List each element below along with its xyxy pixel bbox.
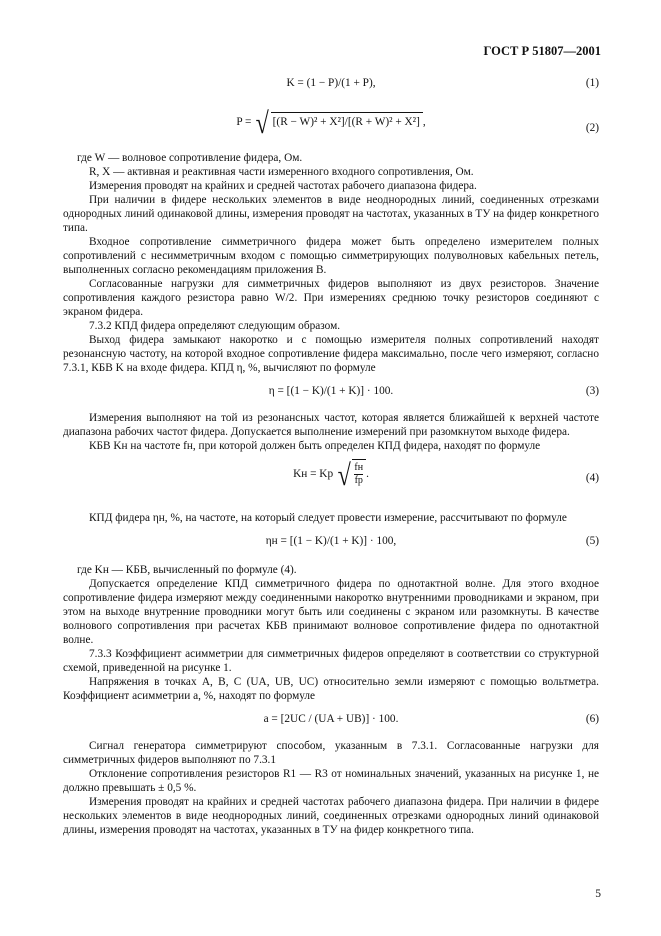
formula-6-expression: a = [2UC / (UA + UB)] · 100. bbox=[263, 713, 399, 725]
section-7-3-2: 7.3.2 КПД фидера определяют следующим образом. bbox=[89, 320, 341, 332]
page-number: 5 bbox=[595, 888, 601, 900]
formula-5-expression: ηн = [(1 − K)/(1 + K)] · 100, bbox=[265, 535, 397, 547]
definition-w: где W — волновое сопротивление фидера, Ом. bbox=[77, 152, 303, 164]
paragraph: КПД фидера ηн, %, на частоте, на который следует провести измерение, рассчитывают по формуле bbox=[89, 512, 567, 524]
formula-2-tail: , bbox=[422, 116, 426, 128]
formula-2 bbox=[63, 107, 599, 151]
definition-r-x: R, X — активная и реактивная части измеренного входного сопротивления, Ом. bbox=[89, 166, 474, 178]
paragraph: КБВ Kн на частоте fн, при которой должен быть определен КПД фидера, находят по формуле bbox=[89, 440, 541, 452]
formula-3-number: (3) bbox=[585, 385, 599, 397]
formula-4 bbox=[63, 457, 599, 501]
paragraph: Сигнал генератора симметрируют способом, указанным в 7.3.1. Согласованные нагрузки для симметричных фидеров выполняют по 7.3.1 bbox=[63, 740, 599, 766]
formula-5 bbox=[63, 531, 599, 553]
paragraph: Отклонение сопротивления резисторов R1 — R3 от номинальных значений, указанных на рисунке 1, не должно превышать ± 0,5 %. bbox=[63, 768, 599, 794]
paragraph: Измерения проводят на крайних и средней частотах рабочего диапазона фидера. bbox=[89, 180, 477, 192]
formula-6-number: (6) bbox=[585, 713, 599, 725]
formula-5-number: (5) bbox=[585, 535, 599, 547]
formula-1 bbox=[63, 73, 599, 95]
page-body bbox=[63, 73, 599, 837]
paragraph: Согласованные нагрузки для симметричных фидеров выполняют из двух резисторов. Значение сопротивления каждого резистора равно W/2. При измерениях среднюю точку резисторов соединяют с экраном фидера. bbox=[63, 278, 599, 318]
paragraph: Измерения проводят на крайних и средней частотах рабочего диапазона фидера. При наличии в фидере нескольких элементов в виде неоднородных линий, соединенных отрезками однородных линий одинаковой длины, измерения проводят на частотах, указанных в ТУ на фидер конкретного типа. bbox=[63, 796, 599, 836]
paragraph: При наличии в фидере нескольких элементов в виде неоднородных линий, соединенных отрезками однородных линий одинаковой длины, измерения проводят на частотах, указанных в ТУ на фидер конкретного типа. bbox=[63, 194, 600, 234]
paragraph: Входное сопротивление симметричного фидера может быть определено измерителем полных сопротивлений с несимметричным входом с помощью симметрирующих полуволновых кабельных петель, выполненных согласно рекомендациям приложения В. bbox=[63, 236, 599, 276]
formula-4-lhs: Kн = Kр bbox=[293, 468, 334, 481]
paragraph: Выход фидера замыкают накоротко и с помощью измерителя полных сопротивлений находят резонансную частоту, на которой входное сопротивление фидера максимально, после чего измеряют, согласно 7.3.1, КБВ K на входе фидера. КПД η, %, вычисляют по формуле bbox=[63, 334, 599, 374]
paragraph: Измерения выполняют на той из резонансных частот, которая является ближайшей к верхней частоте диапазона рабочих частот фидера. Допускается выполнение измерений при разомкнутом выходе фидера. bbox=[63, 412, 599, 438]
formula-3 bbox=[63, 381, 599, 403]
formula-2-lhs: P = bbox=[236, 116, 252, 128]
formula-4-denominator: fр bbox=[354, 475, 363, 486]
formula-2-number: (2) bbox=[585, 122, 599, 134]
formula-4-numerator: fн bbox=[354, 462, 364, 473]
formula-6 bbox=[63, 709, 599, 731]
paragraph: Напряжения в точках A, B, C (UA, UB, UC) относительно земли измеряют с помощью вольтметра. Коэффициент асимметрии a, %, находят по формуле bbox=[63, 676, 599, 702]
formula-4-fraction bbox=[354, 462, 363, 487]
formula-3-expression: η = [(1 − K)/(1 + K)] · 100. bbox=[268, 385, 394, 397]
formula-2-radicand: [(R − W)² + X²]/[(R + W)² + X²] bbox=[271, 112, 423, 129]
radical-sign-icon: √ bbox=[337, 459, 351, 493]
section-7-3-3: 7.3.3 Коэффициент асимметрии для симметричных фидеров определяют в соответствии со структурной схемой, приведенной на рисунке 1. bbox=[63, 648, 599, 674]
radical-sign-icon: √ bbox=[255, 107, 270, 140]
formula-1-number: (1) bbox=[585, 77, 599, 89]
formula-1-expression: K = (1 − P)/(1 + P), bbox=[286, 77, 376, 89]
paragraph: Допускается определение КПД симметричного фидера по однотактной волне. Для этого входное сопротивление фидера измеряют между соединенными накоротко внутренними проводниками и экраном, при этом на выходе внутренние проводники могут быть или соединены с экраном или разомкнуты. В качестве волнового сопротивления при расчетах КБВ принимают волновое сопротивление фидера по однотактной волне. bbox=[63, 578, 599, 646]
formula-4-tail: . bbox=[366, 468, 369, 481]
document-code: ГОСТ Р 51807—2001 bbox=[483, 44, 601, 58]
formula-4-sqrt bbox=[336, 459, 366, 491]
definition-kn: где Kн — КБВ, вычисленный по формуле (4). bbox=[77, 564, 297, 576]
formula-4-number: (4) bbox=[585, 472, 599, 484]
formula-2-sqrt bbox=[254, 109, 423, 139]
